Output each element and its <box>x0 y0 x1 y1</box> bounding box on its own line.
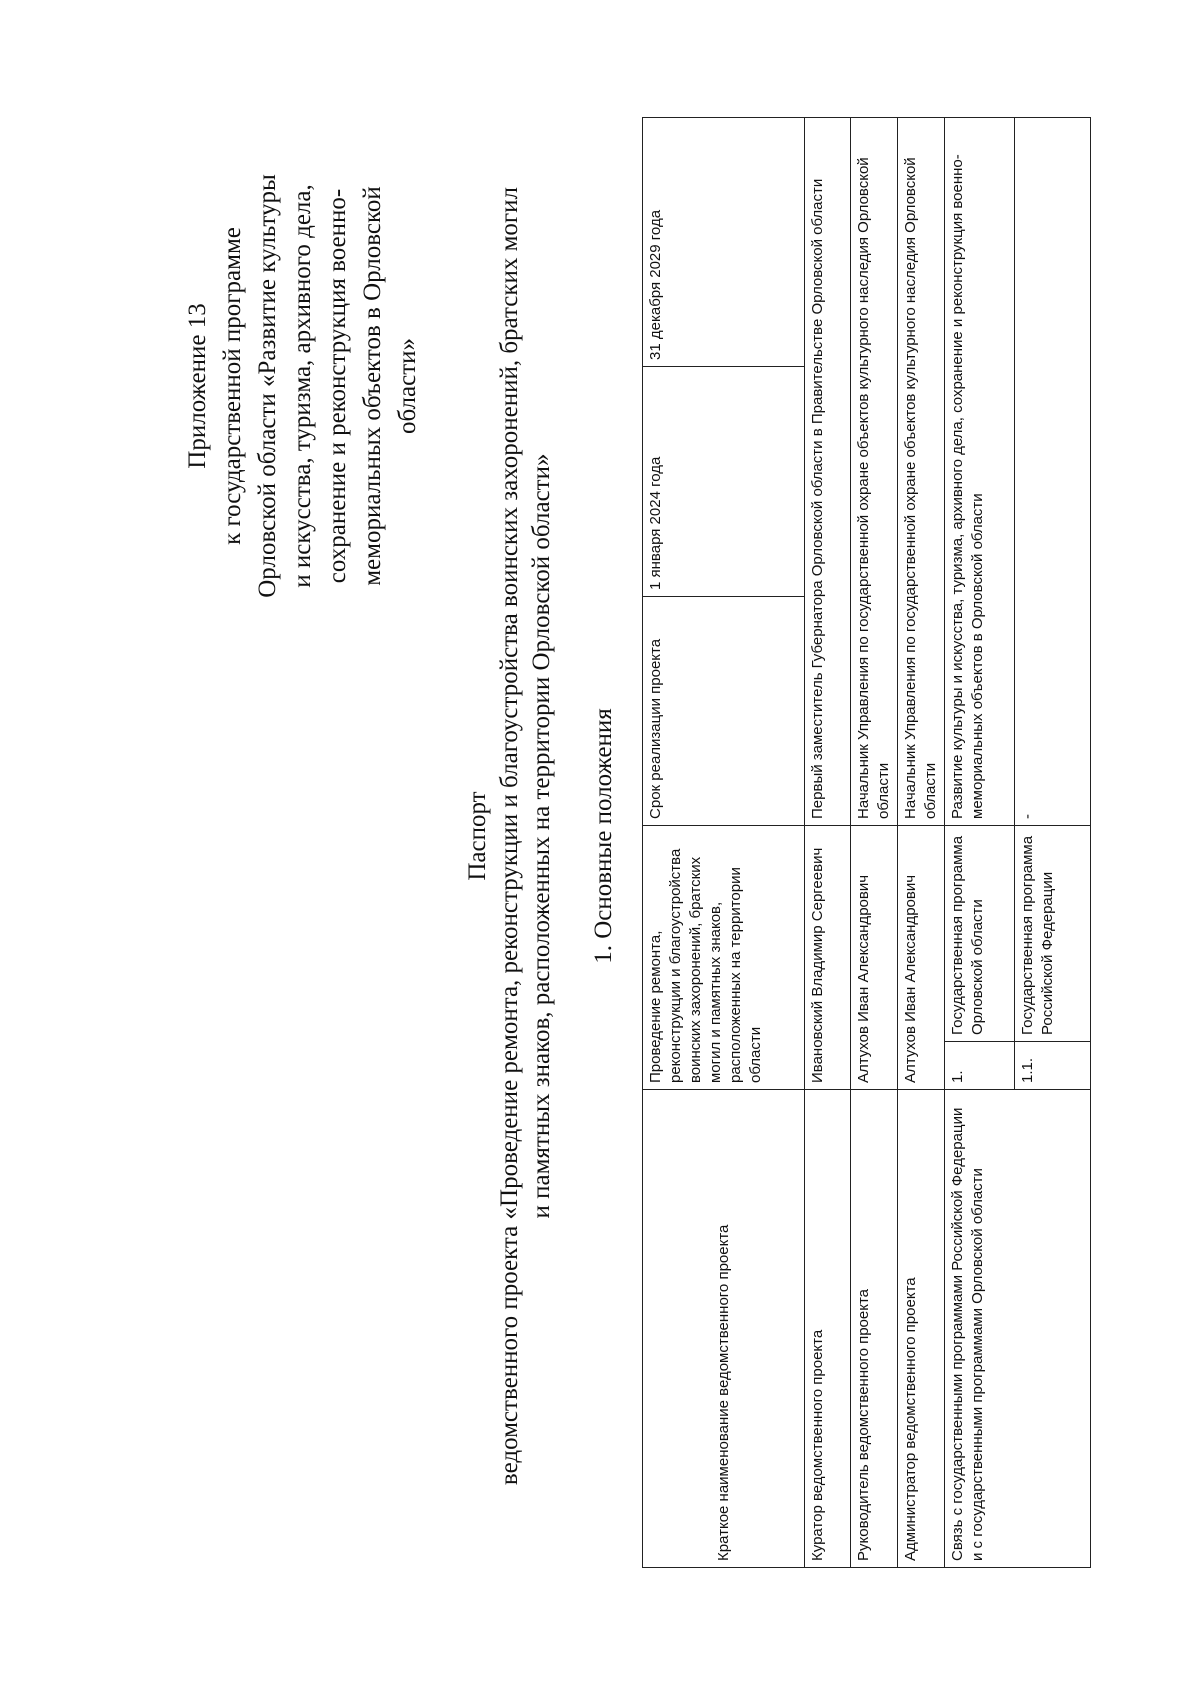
program-number: 1.1. <box>1015 1042 1091 1090</box>
appendix-line: мемориальных объектов в Орловской <box>359 186 386 586</box>
program-value: - <box>1015 117 1091 825</box>
appendix-block <box>180 156 425 616</box>
basic-provisions-table <box>642 117 1091 1568</box>
short-name-value: Проведение ремонта, реконструкции и благоустройства воинских захоронений, братских могил и памятных знаков, расположенных на территории области <box>643 825 805 1089</box>
term-end: 31 декабря 2029 года <box>643 117 805 366</box>
administrator-position: Начальник Управления по государственной охране объектов культурного наследия Орловской области <box>898 117 945 825</box>
passport-subtitle-line: ведомственного проекта «Проведение ремонта, реконструкции и благоустройства воинских захоронений, братских могил <box>496 186 523 1486</box>
appendix-line: Приложение 13 <box>184 303 211 469</box>
row-label: Связь с государственными программами Российской Федерации и с государственными программами Орловской области <box>945 1090 1091 1568</box>
program-name: Государственная программа Орловской области <box>945 825 1015 1041</box>
passport-title: Паспорт <box>464 791 491 881</box>
table-row <box>945 117 1015 1567</box>
administrator-name: Алтухов Иван Александрович <box>898 825 945 1089</box>
program-number: 1. <box>945 1042 1015 1090</box>
program-value: Развитие культуры и искусства, туризма, архивного дела, сохранение и реконструкция военно-мемориальных объектов в Орловской области <box>945 117 1015 825</box>
table-row <box>851 117 898 1567</box>
table-row <box>898 117 945 1567</box>
head-position: Начальник Управления по государственной охране объектов культурного наследия Орловской области <box>851 117 898 825</box>
appendix-line: области» <box>394 337 421 435</box>
term-label: Срок реализации проекта <box>643 596 805 825</box>
row-label: Администратор ведомственного проекта <box>898 1090 945 1568</box>
appendix-line: сохранение и реконструкция военно- <box>324 188 351 584</box>
term-start: 1 января 2024 года <box>643 366 805 596</box>
program-name: Государственная программа Российской Федерации <box>1015 825 1091 1041</box>
appendix-line: Орловской области «Развитие культуры <box>254 174 281 598</box>
appendix-line: и искусства, туризма, архивного дела, <box>289 184 316 588</box>
passport-heading <box>462 116 558 1556</box>
appendix-line: к государственной программе <box>219 227 246 545</box>
table-row <box>805 117 851 1567</box>
row-label: Краткое наименование ведомственного проекта <box>643 1090 805 1568</box>
row-label: Куратор ведомственного проекта <box>805 1090 851 1568</box>
head-name: Алтухов Иван Александрович <box>851 825 898 1089</box>
passport-subtitle-line: и памятных знаков, расположенных на территории Орловской области» <box>528 453 555 1219</box>
section-heading: 1. Основные положения <box>590 708 617 964</box>
table-row <box>643 117 805 1567</box>
row-label: Руководитель ведомственного проекта <box>851 1090 898 1568</box>
curator-position: Первый заместитель Губернатора Орловской области в Правительстве Орловской области <box>805 117 851 825</box>
curator-name: Ивановский Владимир Сергеевич <box>805 825 851 1089</box>
